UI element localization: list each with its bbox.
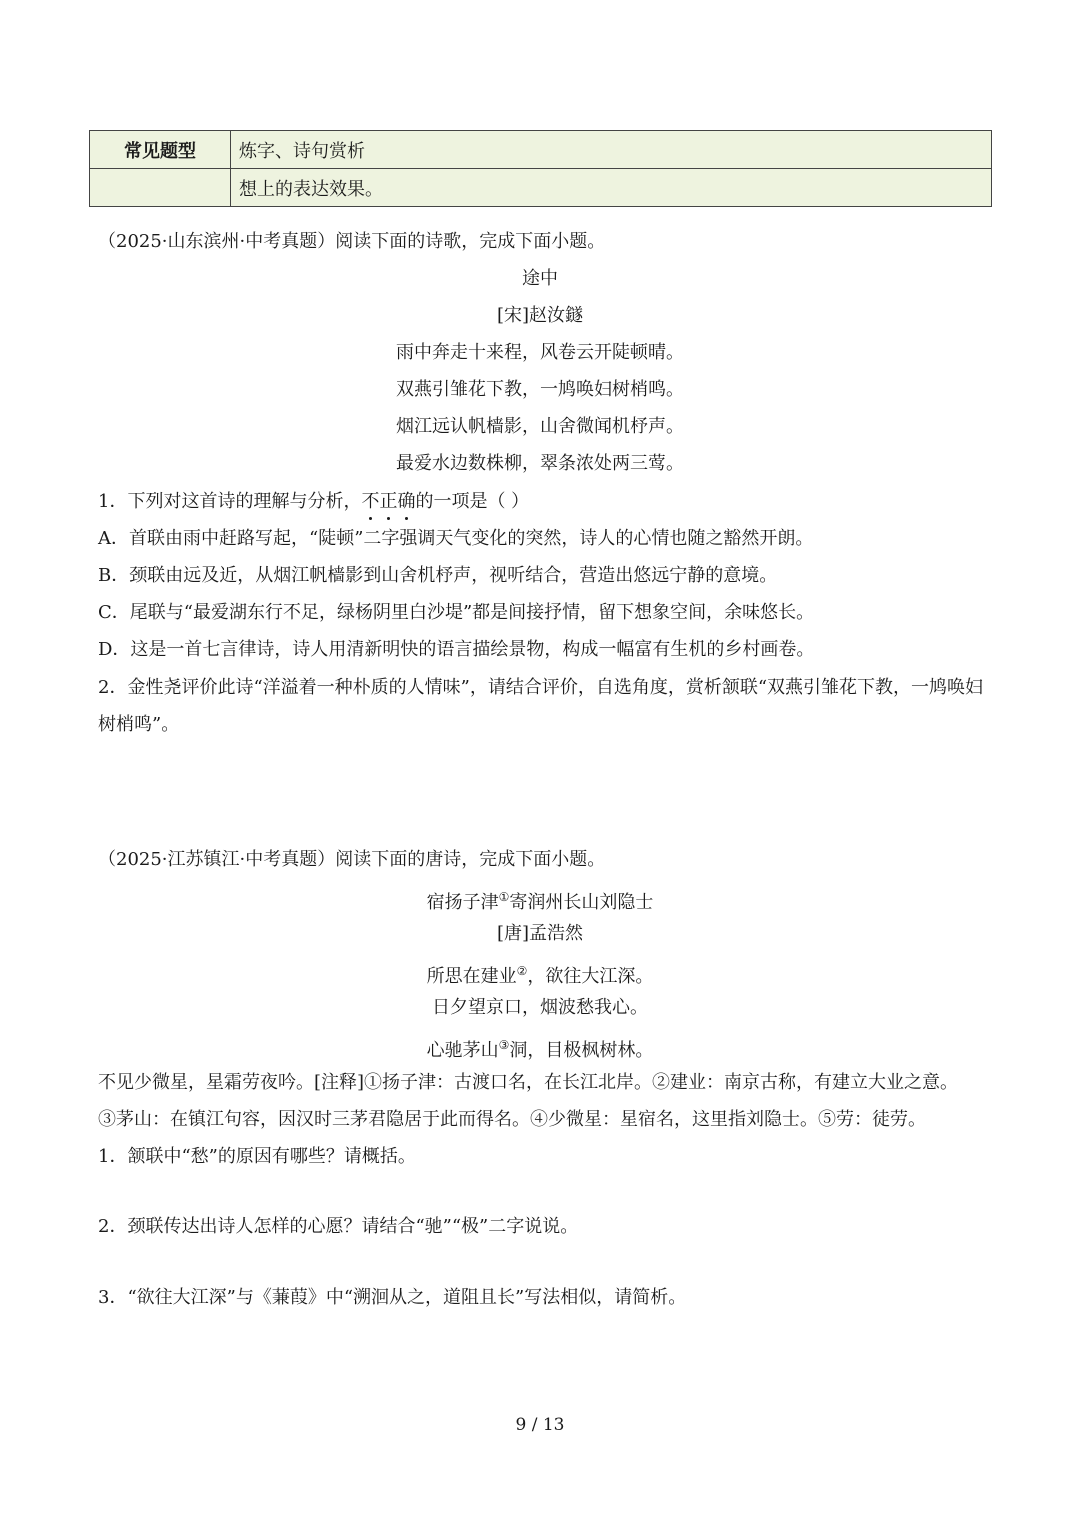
poem1-line: 雨中奔走十来程，风卷云开陡顿晴。 [396, 342, 684, 363]
question3: 3．“欲往大江深”与《蒹葭》中“溯洄从之，道阻且长”写法相似，请简析。 [98, 1287, 687, 1308]
poem1-line: 双燕引雏花下教，一鸠唤妇树梢鸣。 [396, 379, 684, 400]
poem2-title-part: 宿扬子津 [426, 892, 499, 913]
question1-suffix: 的一项是（ ） [415, 491, 530, 512]
option-a: A．首联由雨中赶路写起，“陡顿”二字强调天气变化的突然，诗人的心情也随之豁然开朗。 [98, 528, 814, 549]
footnote-marker: ② [516, 964, 528, 978]
option-c: C．尾联与“最爱湖东行不足，绿杨阴里白沙堤”都是间接抒情，留下想象空间，余味悠长。 [98, 602, 815, 623]
poem1-title: 途中 [522, 268, 558, 289]
emphasis-char: 确 [397, 491, 416, 512]
footnote-marker: ③ [498, 1038, 510, 1052]
table-content-cell: 炼字、诗句赏析 [231, 131, 992, 169]
poem2-notes: ③茅山：在镇江句容，因汉时三茅君隐居于此而得名。④少微星：星宿名，这里指刘隐士。⑤劳：徒劳。 [98, 1109, 926, 1130]
poem2-line-part: 心驰茅山 [426, 1040, 499, 1061]
page-number: 9 / 13 [515, 1415, 565, 1435]
poem1-line: 最爱水边数株柳，翠条浓处两三莺。 [396, 453, 684, 474]
question2: 2．金性尧评价此诗“洋溢着一种朴质的人情味”，请结合评价，自选角度，赏析颔联“双燕引雏花下教，一鸠唤妇树梢鸣”。 [98, 677, 984, 735]
poem1-line: 烟江远认帆樯影，山舍微闻机杼声。 [396, 416, 684, 437]
table-label-cell [90, 169, 231, 207]
poem2-title [0, 885, 1080, 915]
poem2-line [0, 959, 1080, 989]
section2-intro: （2025·江苏镇江·中考真题）阅读下面的唐诗，完成下面小题。 [98, 849, 606, 870]
question1: 1．颔联中“愁”的原因有哪些？请概括。 [98, 1146, 416, 1167]
table-content-cell: 想上的表达效果。 [231, 169, 992, 207]
question1-prefix: 1．下列对这首诗的理解与分析， [98, 491, 362, 512]
table-label-cell: 常见题型 [90, 131, 231, 169]
poem1-author: [宋]赵汝鐩 [496, 305, 584, 326]
poem2-line-part: ，欲往大江深。 [527, 966, 654, 987]
table-row [90, 169, 992, 207]
option-d: D．这是一首七言律诗，诗人用清新明快的语言描绘景物，构成一幅富有生机的乡村画卷。 [98, 639, 815, 660]
emphasis-char: 不 [361, 491, 380, 512]
table-row [90, 131, 992, 169]
question-type-table [89, 130, 992, 207]
poem2-line: 日夕望京口，烟波愁我心。 [432, 997, 648, 1018]
question1 [98, 490, 529, 514]
option-b: B．颈联由远及近，从烟江帆樯影到山舍机杼声，视听结合，营造出悠远宁静的意境。 [98, 565, 778, 586]
poem2-title-part: 寄润州长山刘隐士 [509, 892, 654, 913]
poem2-author: [唐]孟浩然 [496, 923, 584, 944]
emphasis-char: 正 [379, 491, 398, 512]
question2: 2．颈联传达出诗人怎样的心愿？请结合“驰”“极”二字说说。 [98, 1216, 579, 1237]
poem2-notes: 不见少微星，星霜劳夜吟。[注释]①扬子津：古渡口名，在长江北岸。②建业：南京古称，有建立大业之意。 [98, 1072, 959, 1093]
section1-intro: （2025·山东滨州·中考真题）阅读下面的诗歌，完成下面小题。 [98, 231, 606, 252]
footnote-marker: ① [498, 890, 510, 904]
poem2-line-part: 所思在建业 [426, 966, 517, 987]
poem2-line-part: 洞，目极枫树林。 [509, 1040, 654, 1061]
poem2-line [0, 1033, 1080, 1063]
